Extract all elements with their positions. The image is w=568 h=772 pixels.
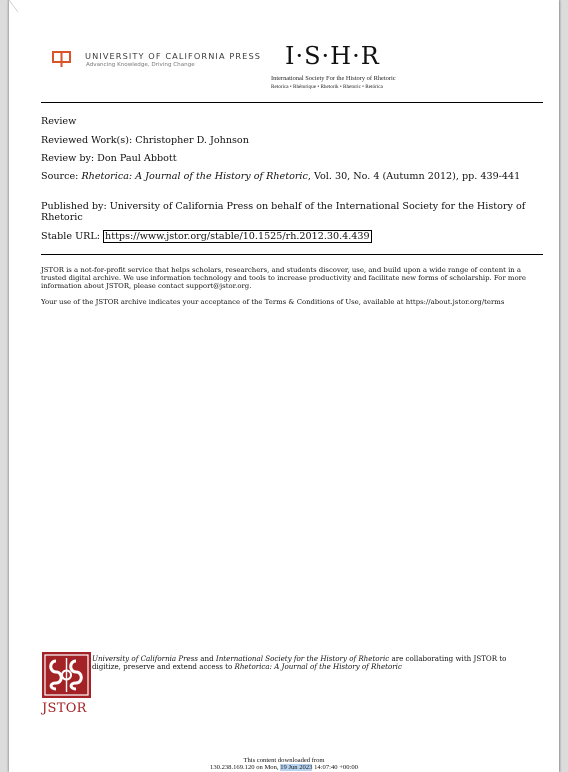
- published-by: Published by: University of California Press on behalf of the International Society for the History of Rhetoric: [41, 201, 526, 223]
- jstor-logo-icon: [42, 652, 91, 698]
- download-date: 19 Jun 2023: [280, 764, 313, 771]
- download-notice-line1: This content downloaded from: [243, 757, 325, 764]
- page-fold-line: [9, 0, 19, 772]
- document-page: [9, 0, 559, 772]
- metadata-divider: [41, 254, 543, 255]
- ucp-logo-icon: [52, 51, 71, 68]
- stable-url-label: Stable URL:: [41, 231, 104, 242]
- ishr-name: International Society For the History of Rhetoric: [271, 75, 396, 82]
- reviewed-work: Reviewed Work(s): Christopher D. Johnson: [41, 135, 249, 146]
- ishr-languages: Retorica • Rhétorique • Rhetorik • Rhetoric • Retórica: [271, 84, 383, 90]
- collab-middle: are collaborating with JSTOR to digitize, preserve and extend access to: [92, 654, 507, 671]
- source-journal: Rhetorica: A Journal of the History of Rhetoric: [81, 171, 308, 182]
- ucp-name: UNIVERSITY OF CALIFORNIA PRESS: [85, 51, 262, 61]
- header-divider: [41, 102, 543, 103]
- download-notice-line2: [9, 764, 559, 772]
- collab-and: and: [198, 654, 216, 663]
- collab-journal: Rhetorica: A Journal of the History of Rhetoric: [234, 662, 402, 671]
- ishr-logo: I·S·H·R: [285, 42, 380, 70]
- collab-society: International Society for the History of Rhetoric: [215, 654, 390, 663]
- stable-url-link[interactable]: https://www.jstor.org/stable/10.1525/rh.2012.30.4.439: [105, 231, 370, 242]
- jstor-wordmark: JSTOR: [42, 701, 87, 716]
- item-type: Review: [41, 116, 77, 127]
- review-by: Review by: Don Paul Abbott: [41, 153, 177, 164]
- download-time: 14:07:40 +00:00: [312, 764, 358, 771]
- source-citation: [41, 171, 546, 182]
- jstor-about-notice: JSTOR is a not-for-profit service that helps scholars, researchers, and students discover, use, and build upon a wide range of content in a trusted digital archive. We use information technology and tools to increase productivity and facilitate new forms of scholarship. For more information about JSTOR, please contact support@jstor.org.: [41, 266, 526, 290]
- collab-publisher: University of California Press: [92, 654, 199, 663]
- source-prefix: Source:: [41, 171, 82, 182]
- ucp-tagline: Advancing Knowledge, Driving Change: [86, 62, 195, 68]
- collaboration-notice: [92, 655, 507, 671]
- terms-notice: Your use of the JSTOR archive indicates your acceptance of the Terms & Conditions of Use, available at https://about.jstor.org/terms: [41, 298, 505, 306]
- stable-url-row: [41, 231, 546, 242]
- download-ip: 130.238.169.120 on Mon,: [210, 764, 281, 771]
- source-details: , Vol. 30, No. 4 (Autumn 2012), pp. 439-441: [307, 171, 521, 182]
